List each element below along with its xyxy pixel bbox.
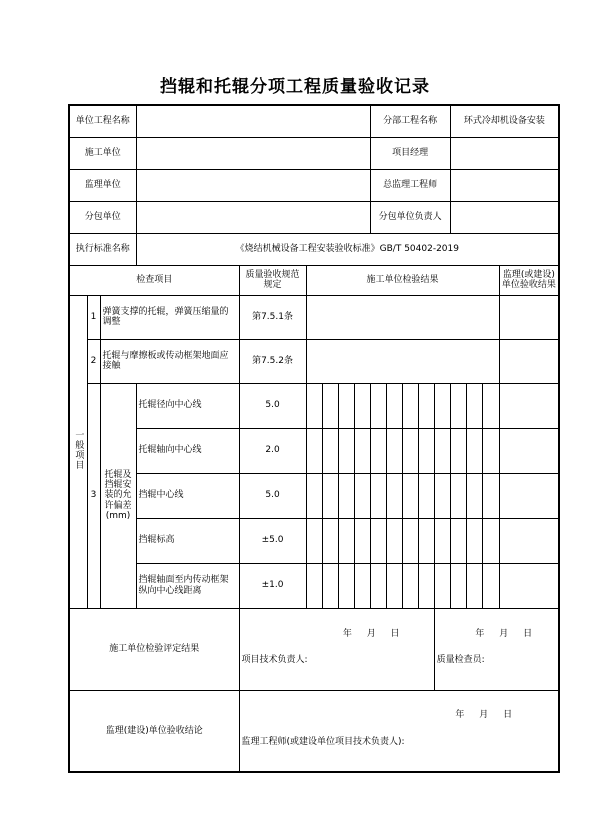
row-construction-eval xyxy=(69,608,559,690)
subcontract-head-value[interactable] xyxy=(450,201,559,233)
row-standard xyxy=(69,233,559,265)
table-row xyxy=(69,473,559,518)
result-cell[interactable] xyxy=(306,339,499,383)
item-text: 挡辊中心线 xyxy=(136,473,239,518)
measure-cell[interactable] xyxy=(322,563,338,608)
spec-value: ±5.0 xyxy=(239,518,306,563)
measure-cell[interactable] xyxy=(402,518,418,563)
item-text: 托辊轴向中心线 xyxy=(136,428,239,473)
measure-cell[interactable] xyxy=(386,428,402,473)
measure-cell[interactable] xyxy=(402,563,418,608)
unit-project-label: 单位工程名称 xyxy=(69,105,136,137)
table-row xyxy=(69,383,559,428)
row-number: 3 xyxy=(87,383,100,608)
row-unit-project xyxy=(69,105,559,137)
measure-cell[interactable] xyxy=(370,518,386,563)
row-column-headers xyxy=(69,265,559,295)
measure-cell[interactable] xyxy=(338,563,354,608)
acceptance-form xyxy=(68,104,560,773)
table-row xyxy=(69,428,559,473)
subcontract-head-label: 分包单位负责人 xyxy=(370,201,450,233)
sub-project-value[interactable]: 环式冷却机设备安装 xyxy=(450,105,559,137)
measure-cell[interactable] xyxy=(466,383,482,428)
measure-cell[interactable] xyxy=(482,383,499,428)
measure-cell[interactable] xyxy=(402,473,418,518)
measure-cell[interactable] xyxy=(434,428,450,473)
measure-cell[interactable] xyxy=(386,518,402,563)
table-row xyxy=(69,295,559,339)
measure-cell[interactable] xyxy=(370,563,386,608)
row-supervision-unit xyxy=(69,169,559,201)
subcontract-unit-value[interactable] xyxy=(136,201,370,233)
spec-value: 2.0 xyxy=(239,428,306,473)
item-text: 托辊与摩擦板或传动框架地面应接触 xyxy=(100,339,239,383)
col-spec: 质量验收规范规定 xyxy=(239,265,306,295)
col-supervision-result: 监理(或建设)单位验收结果 xyxy=(499,265,559,295)
measure-cell[interactable] xyxy=(306,428,322,473)
supervision-conclusion-label: 监理(建设)单位验收结论 xyxy=(69,690,239,772)
project-tech-head-box[interactable] xyxy=(239,608,434,690)
construction-unit-value[interactable] xyxy=(136,137,370,169)
measure-cell[interactable] xyxy=(434,383,450,428)
measure-cell[interactable] xyxy=(466,428,482,473)
date-text: 年 月 日 xyxy=(342,628,406,639)
row-number: 1 xyxy=(87,295,100,339)
measure-cell[interactable] xyxy=(402,428,418,473)
spec-value: 5.0 xyxy=(239,473,306,518)
measure-cell[interactable] xyxy=(354,563,370,608)
supervisor-sign-label: 监理工程师(或建设单位项目技术负责人): xyxy=(241,736,405,747)
measure-cell[interactable] xyxy=(370,383,386,428)
measure-cell[interactable] xyxy=(386,563,402,608)
measure-cell[interactable] xyxy=(354,383,370,428)
measure-cell[interactable] xyxy=(450,383,466,428)
measure-cell[interactable] xyxy=(450,518,466,563)
measure-cell[interactable] xyxy=(386,473,402,518)
supervision-cell[interactable] xyxy=(499,473,559,518)
construction-eval-label: 施工单位检验评定结果 xyxy=(69,608,239,690)
supervision-unit-label: 监理单位 xyxy=(69,169,136,201)
row-subcontract-unit xyxy=(69,201,559,233)
measure-cell[interactable] xyxy=(434,473,450,518)
measure-cell[interactable] xyxy=(482,473,499,518)
measure-cell[interactable] xyxy=(402,383,418,428)
measure-cell[interactable] xyxy=(338,383,354,428)
measure-cell[interactable] xyxy=(338,428,354,473)
unit-project-value[interactable] xyxy=(136,105,370,137)
col-check-item: 检查项目 xyxy=(69,265,239,295)
measure-cell[interactable] xyxy=(306,563,322,608)
measure-cell[interactable] xyxy=(354,518,370,563)
measure-cell[interactable] xyxy=(418,518,434,563)
measure-cell[interactable] xyxy=(338,473,354,518)
measure-cell[interactable] xyxy=(354,473,370,518)
measure-cell[interactable] xyxy=(450,473,466,518)
date-text: 年 月 日 xyxy=(475,628,539,639)
supervision-sign-box[interactable] xyxy=(239,690,559,772)
measure-cell[interactable] xyxy=(418,563,434,608)
measure-cell[interactable] xyxy=(466,473,482,518)
spec-value: 第7.5.1条 xyxy=(239,295,306,339)
supervision-cell[interactable] xyxy=(499,563,559,608)
date-text: 年 月 日 xyxy=(455,710,519,721)
supervision-unit-value[interactable] xyxy=(136,169,370,201)
project-manager-label: 项目经理 xyxy=(370,137,450,169)
standard-value: 《烧结机械设备工程安装验收标准》GB/T 50402-2019 xyxy=(136,233,559,265)
measure-cell[interactable] xyxy=(434,563,450,608)
table-row xyxy=(69,518,559,563)
item-text: 挡辊标高 xyxy=(136,518,239,563)
general-items-label: 一般项目 xyxy=(69,295,87,608)
project-tech-head-label: 项目技术负责人: xyxy=(241,655,308,665)
measure-cell[interactable] xyxy=(386,383,402,428)
spec-value: 5.0 xyxy=(239,383,306,428)
measure-cell[interactable] xyxy=(370,428,386,473)
measure-cell[interactable] xyxy=(370,473,386,518)
measure-cell[interactable] xyxy=(466,518,482,563)
project-manager-value[interactable] xyxy=(450,137,559,169)
measure-cell[interactable] xyxy=(338,518,354,563)
measure-cell[interactable] xyxy=(482,428,499,473)
item-text: 挡辊轴面至内传动框架纵向中心线距离 xyxy=(136,563,239,608)
col-construction-result: 施工单位检验结果 xyxy=(306,265,499,295)
group-label: 托辊及挡辊安装的允许偏差(mm) xyxy=(100,383,136,608)
measure-cell[interactable] xyxy=(466,563,482,608)
measure-cell[interactable] xyxy=(306,383,322,428)
measure-cell[interactable] xyxy=(450,428,466,473)
supervision-cell[interactable] xyxy=(499,428,559,473)
table-row xyxy=(69,339,559,383)
measure-cell[interactable] xyxy=(482,518,499,563)
supervision-cell[interactable] xyxy=(499,295,559,339)
supervision-cell[interactable] xyxy=(499,383,559,428)
item-text: 弹簧支撑的托辊，弹簧压缩量的调整 xyxy=(100,295,239,339)
chief-supervisor-label: 总监理工程师 xyxy=(370,169,450,201)
chief-supervisor-value[interactable] xyxy=(450,169,559,201)
standard-label: 执行标准名称 xyxy=(69,233,136,265)
supervision-cell[interactable] xyxy=(499,339,559,383)
quality-inspector-label: 质量检查员: xyxy=(436,655,485,665)
result-cell[interactable] xyxy=(306,295,499,339)
measure-cell[interactable] xyxy=(306,518,322,563)
measure-cell[interactable] xyxy=(322,383,338,428)
measure-cell[interactable] xyxy=(418,383,434,428)
measure-cell[interactable] xyxy=(482,563,499,608)
construction-unit-label: 施工单位 xyxy=(69,137,136,169)
measure-cell[interactable] xyxy=(418,428,434,473)
measure-cell[interactable] xyxy=(306,473,322,518)
page-title: 挡辊和托辊分项工程质量验收记录 xyxy=(160,77,430,97)
measure-cell[interactable] xyxy=(434,518,450,563)
quality-inspector-box[interactable] xyxy=(434,608,559,690)
spec-value: 第7.5.2条 xyxy=(239,339,306,383)
table-row xyxy=(69,563,559,608)
item-text: 托辊径向中心线 xyxy=(136,383,239,428)
measure-cell[interactable] xyxy=(450,563,466,608)
measure-cell[interactable] xyxy=(322,518,338,563)
measure-cell[interactable] xyxy=(418,473,434,518)
row-number: 2 xyxy=(87,339,100,383)
sub-project-label: 分部工程名称 xyxy=(370,105,450,137)
subcontract-unit-label: 分包单位 xyxy=(69,201,136,233)
supervision-cell[interactable] xyxy=(499,518,559,563)
row-supervision-conclusion xyxy=(69,690,559,772)
spec-value: ±1.0 xyxy=(239,563,306,608)
measure-cell[interactable] xyxy=(322,428,338,473)
measure-cell[interactable] xyxy=(354,428,370,473)
row-construction-unit xyxy=(69,137,559,169)
measure-cell[interactable] xyxy=(322,473,338,518)
